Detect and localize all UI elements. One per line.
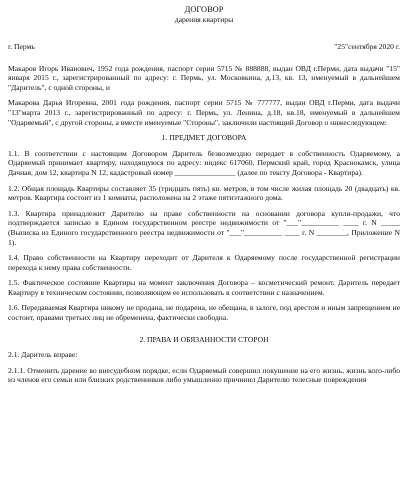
document-subtitle: дарения квартиры xyxy=(174,15,234,24)
document-title: ДОГОВОР xyxy=(184,5,224,14)
donor-paragraph: Макаров Игорь Иванович, 1952 года рождения, паспорт серии 5715 № 888888, выдан ОВД г.Перми, дата выдачи "15" января 2015 г., зарегистрированный по адресу: г. Пермь, ул. Московкина, д.13, кв. 13, именуемый в дальнейшем "Даритель", с одной стороны, и xyxy=(8,63,400,92)
clause-1-1-tail: ________________ (далее по тексту Договора - Квартира). xyxy=(174,167,363,177)
clause-1-2: 1.2. Общая площадь Квартиры составляет 35 (тридцать пять) кв. метров, в том числе жилая площадь 20 (двадцать) кв. метров. Квартира состоит из 1 комнаты, расположена на 2 этаже пятиэтажного дома. xyxy=(8,183,400,203)
clause-1-1 xyxy=(8,149,400,178)
place-date-row xyxy=(8,42,400,52)
clause-1-3: 1.3. Квартира принадлежит Дарителю на праве собственности на основании договора купли-продажи, что подтверждается записью в Едином государственном реестре недвижимости от "___"__________ ____ г. N _____ (Выписка из Единого государственного реестра недвижимости от "___"__________ ____ г. N ________, Приложение N 1). xyxy=(8,208,400,247)
contract-date: "25"сентября 2020 г. xyxy=(334,42,400,51)
clause-2-1: 2.1. Даритель вправе: xyxy=(8,350,78,360)
donee-paragraph: Макарова Дарья Игоревна, 2001 года рождения, паспорт серии 5715 № 777777, выдан ОВД г.Перми, дата выдачи "13"марта 2013 г., зарегистрированный по адресу: г. Пермь, ул. Ленина, д.18, кв.18, именуемый в дальнейшем "Одаряемый", с другой стороны, а вместе именуемые "Стороны", заключили настоящий Договор о нижеследующем: xyxy=(8,98,400,127)
section-1-heading: 1. ПРЕДМЕТ ДОГОВОРА xyxy=(161,133,247,143)
clause-2-1-1: 2.1.1. Отменить дарение во внесудебном порядке, если Одаряемый совершил покушение на его жизнь, жизнь кого-либо из членов его семьи или близких родственников либо умышленно причинил Дарителю телесные повреждения xyxy=(8,365,400,385)
clause-1-6: 1.6. Передаваемая Квартира никому не продана, не подарена, не обещана, в залоге, под арестом и иным запрещением не состоит, правами третьих лиц не обременена, фактически свободна. xyxy=(8,303,400,323)
document-page xyxy=(8,4,400,391)
section-2-heading: 2. ПРАВА И ОБЯЗАННОСТИ СТОРОН xyxy=(139,334,269,344)
clause-1-5: 1.5. Фактическое состояние Квартиры на момент заключения Договора – косметический ремонт. Даритель передает Квартиру в техническом состоянии, позволяющем ее использовать в соответствии с назначением. xyxy=(8,278,400,297)
clause-1-1-text: 1.1. В соответствии с настоящим Договором Даритель безвозмездно передает в собственность Одаряемому, а Одаряемый принимает квартиру, находящуюся по адресу: индекс 617060, Пермский край, город Краснокамск, улица Дачная, дом 12, квартира N 12, кадастровый номер xyxy=(8,148,400,177)
clause-1-4: 1.4. Право собственности на Квартиру переходит от Дарителя к Одаряемому после государственной регистрации перехода к нему права собственности. xyxy=(8,253,400,272)
contract-place: г. Пермь xyxy=(8,42,35,51)
